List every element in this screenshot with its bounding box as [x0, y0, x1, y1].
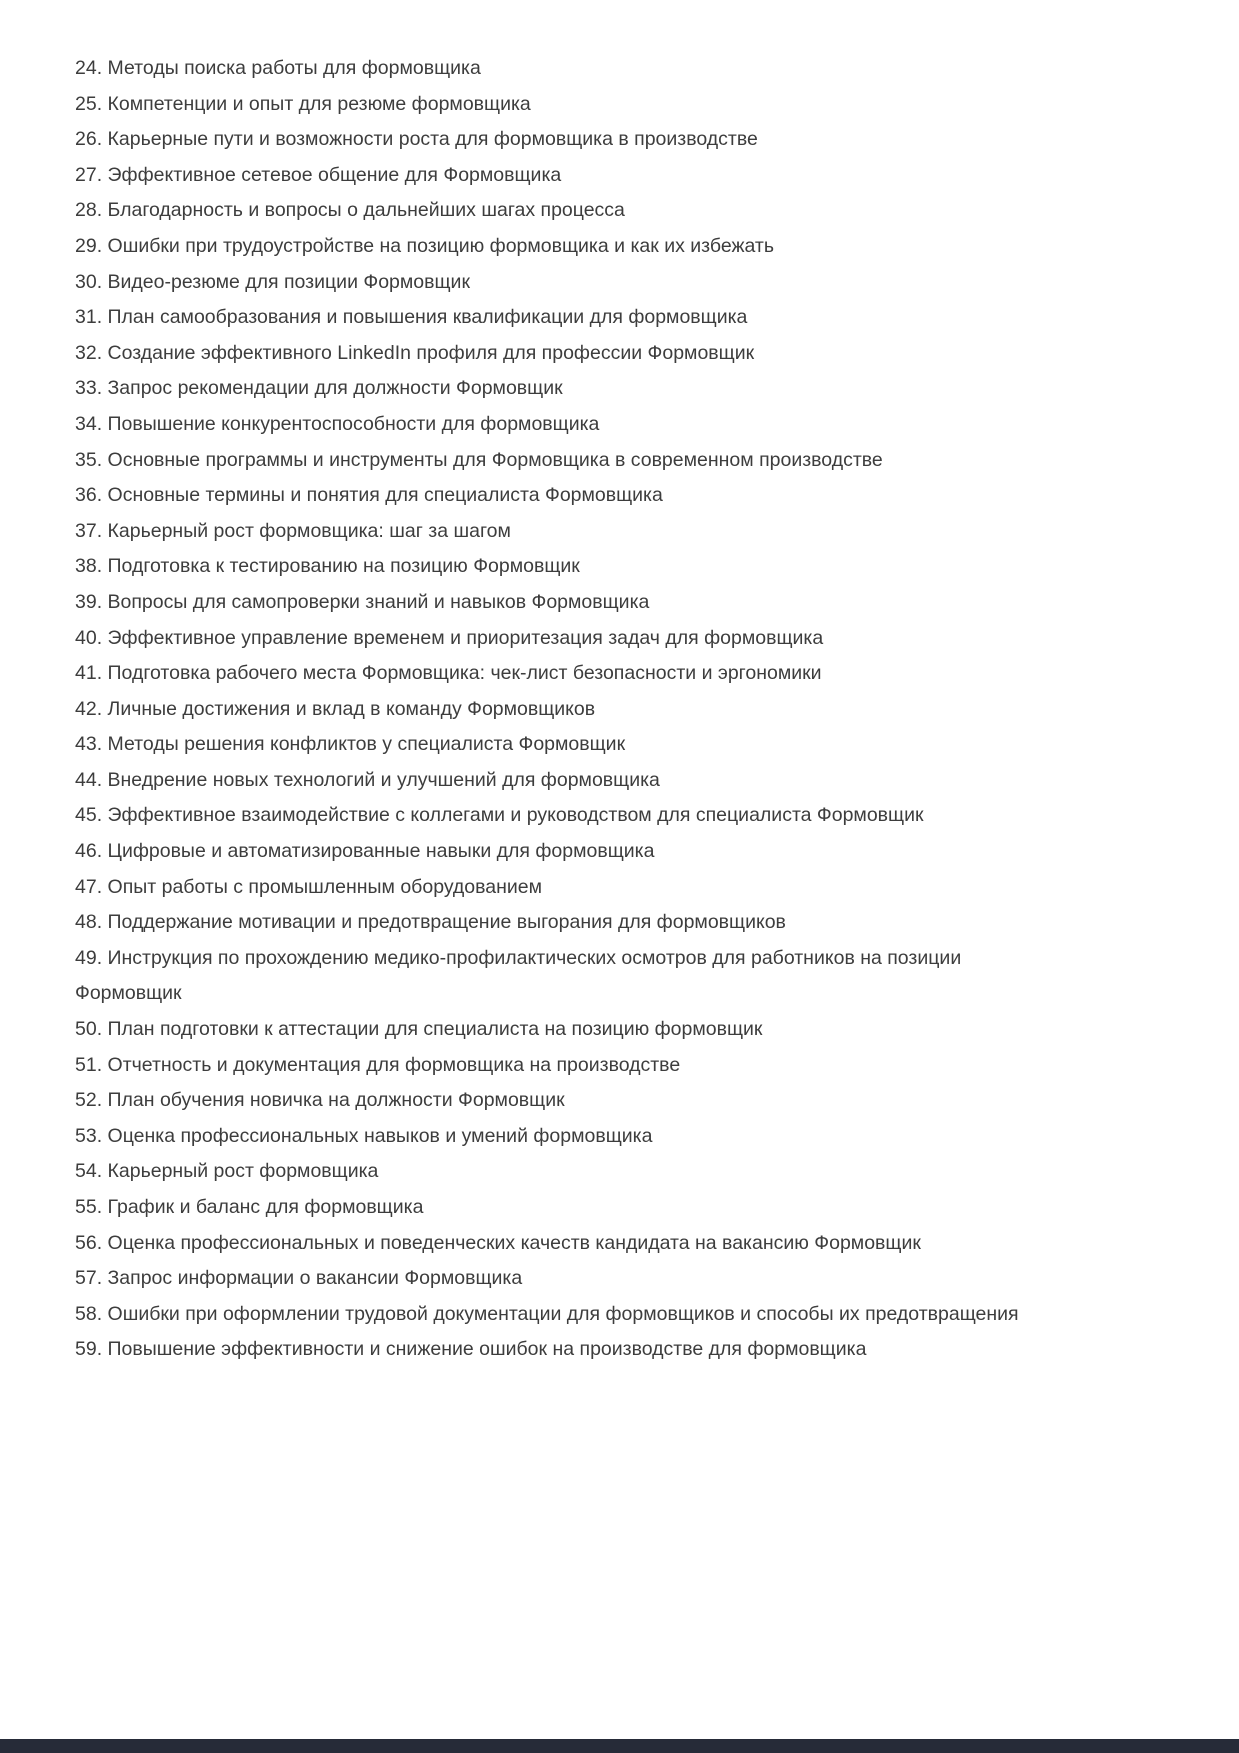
list-item: 45. Эффективное взаимодействие с коллегами и руководством для специалиста Формовщик — [75, 804, 924, 827]
list-item: 42. Личные достижения и вклад в команду Формовщиков — [75, 697, 596, 720]
list-item: 37. Карьерный рост формовщика: шаг за шагом — [75, 519, 511, 542]
list-item: 38. Подготовка к тестированию на позицию Формовщик — [75, 555, 580, 578]
list-item: 44. Внедрение новых технологий и улучшений для формовщика — [75, 768, 660, 791]
list-item: 57. Запрос информации о вакансии Формовщика — [75, 1267, 523, 1290]
list-item: 46. Цифровые и автоматизированные навыки для формовщика — [75, 840, 655, 863]
list-item: 33. Запрос рекомендации для должности Формовщик — [75, 377, 563, 400]
list-item: 26. Карьерные пути и возможности роста для формовщика в производстве — [75, 128, 758, 151]
list-item: 52. План обучения новичка на должности Формовщик — [75, 1089, 565, 1112]
list-item: 53. Оценка профессиональных навыков и умений формовщика — [75, 1124, 653, 1147]
list-item: 47. Опыт работы с промышленным оборудованием — [75, 875, 543, 898]
list-item: 29. Ошибки при трудоустройстве на позицию формовщика и как их избежать — [75, 234, 775, 257]
list-item: 51. Отчетность и документация для формовщика на производстве — [75, 1053, 681, 1076]
list-item: 50. План подготовки к аттестации для специалиста на позицию формовщик — [75, 1018, 763, 1041]
list-item: 36. Основные термины и понятия для специалиста Формовщика — [75, 484, 663, 507]
list-item: 24. Методы поиска работы для формовщика — [75, 57, 481, 79]
list-item: 43. Методы решения конфликтов у специалиста Формовщик — [75, 733, 626, 756]
list-item: 48. Поддержание мотивации и предотвращение выгорания для формовщиков — [75, 911, 786, 934]
list-item: 31. План самообразования и повышения квалификации для формовщика — [75, 306, 748, 329]
list-item: 49. Инструкция по прохождению медико-профилактических осмотров для работников на позиции Формовщик — [75, 946, 962, 1005]
list-item: 30. Видео-резюме для позиции Формовщик — [75, 270, 470, 293]
list-item: 40. Эффективное управление временем и приоритезация задач для формовщика — [75, 626, 824, 649]
list-item: 58. Ошибки при оформлении трудовой документации для формовщиков и способы их предотвращения — [75, 1302, 1019, 1325]
list-item: 56. Оценка профессиональных и поведенческих качеств кандидата на вакансию Формовщик — [75, 1231, 921, 1254]
bottom-bar — [0, 1739, 1239, 1753]
list-item: 28. Благодарность и вопросы о дальнейших шагах процесса — [75, 199, 625, 222]
list-item: 41. Подготовка рабочего места Формовщика: чек-лист безопасности и эргономики — [75, 662, 822, 685]
list-item: 39. Вопросы для самопроверки знаний и навыков Формовщика — [75, 590, 650, 613]
list-item: 55. График и баланс для формовщика — [75, 1196, 424, 1218]
list-item: 32. Создание эффективного LinkedIn профиля для профессии Формовщик — [75, 341, 755, 364]
list-item: 25. Компетенции и опыт для резюме формовщика — [75, 92, 531, 115]
list-item: 54. Карьерный рост формовщика — [75, 1160, 379, 1183]
list-item: 59. Повышение эффективности и снижение ошибок на производстве для формовщика — [75, 1338, 867, 1361]
list-item: 35. Основные программы и инструменты для Формовщика в современном производстве — [75, 448, 883, 471]
list-item: 27. Эффективное сетевое общение для Формовщика — [75, 163, 562, 186]
list-item: 34. Повышение конкурентоспособности для формовщика — [75, 412, 600, 435]
